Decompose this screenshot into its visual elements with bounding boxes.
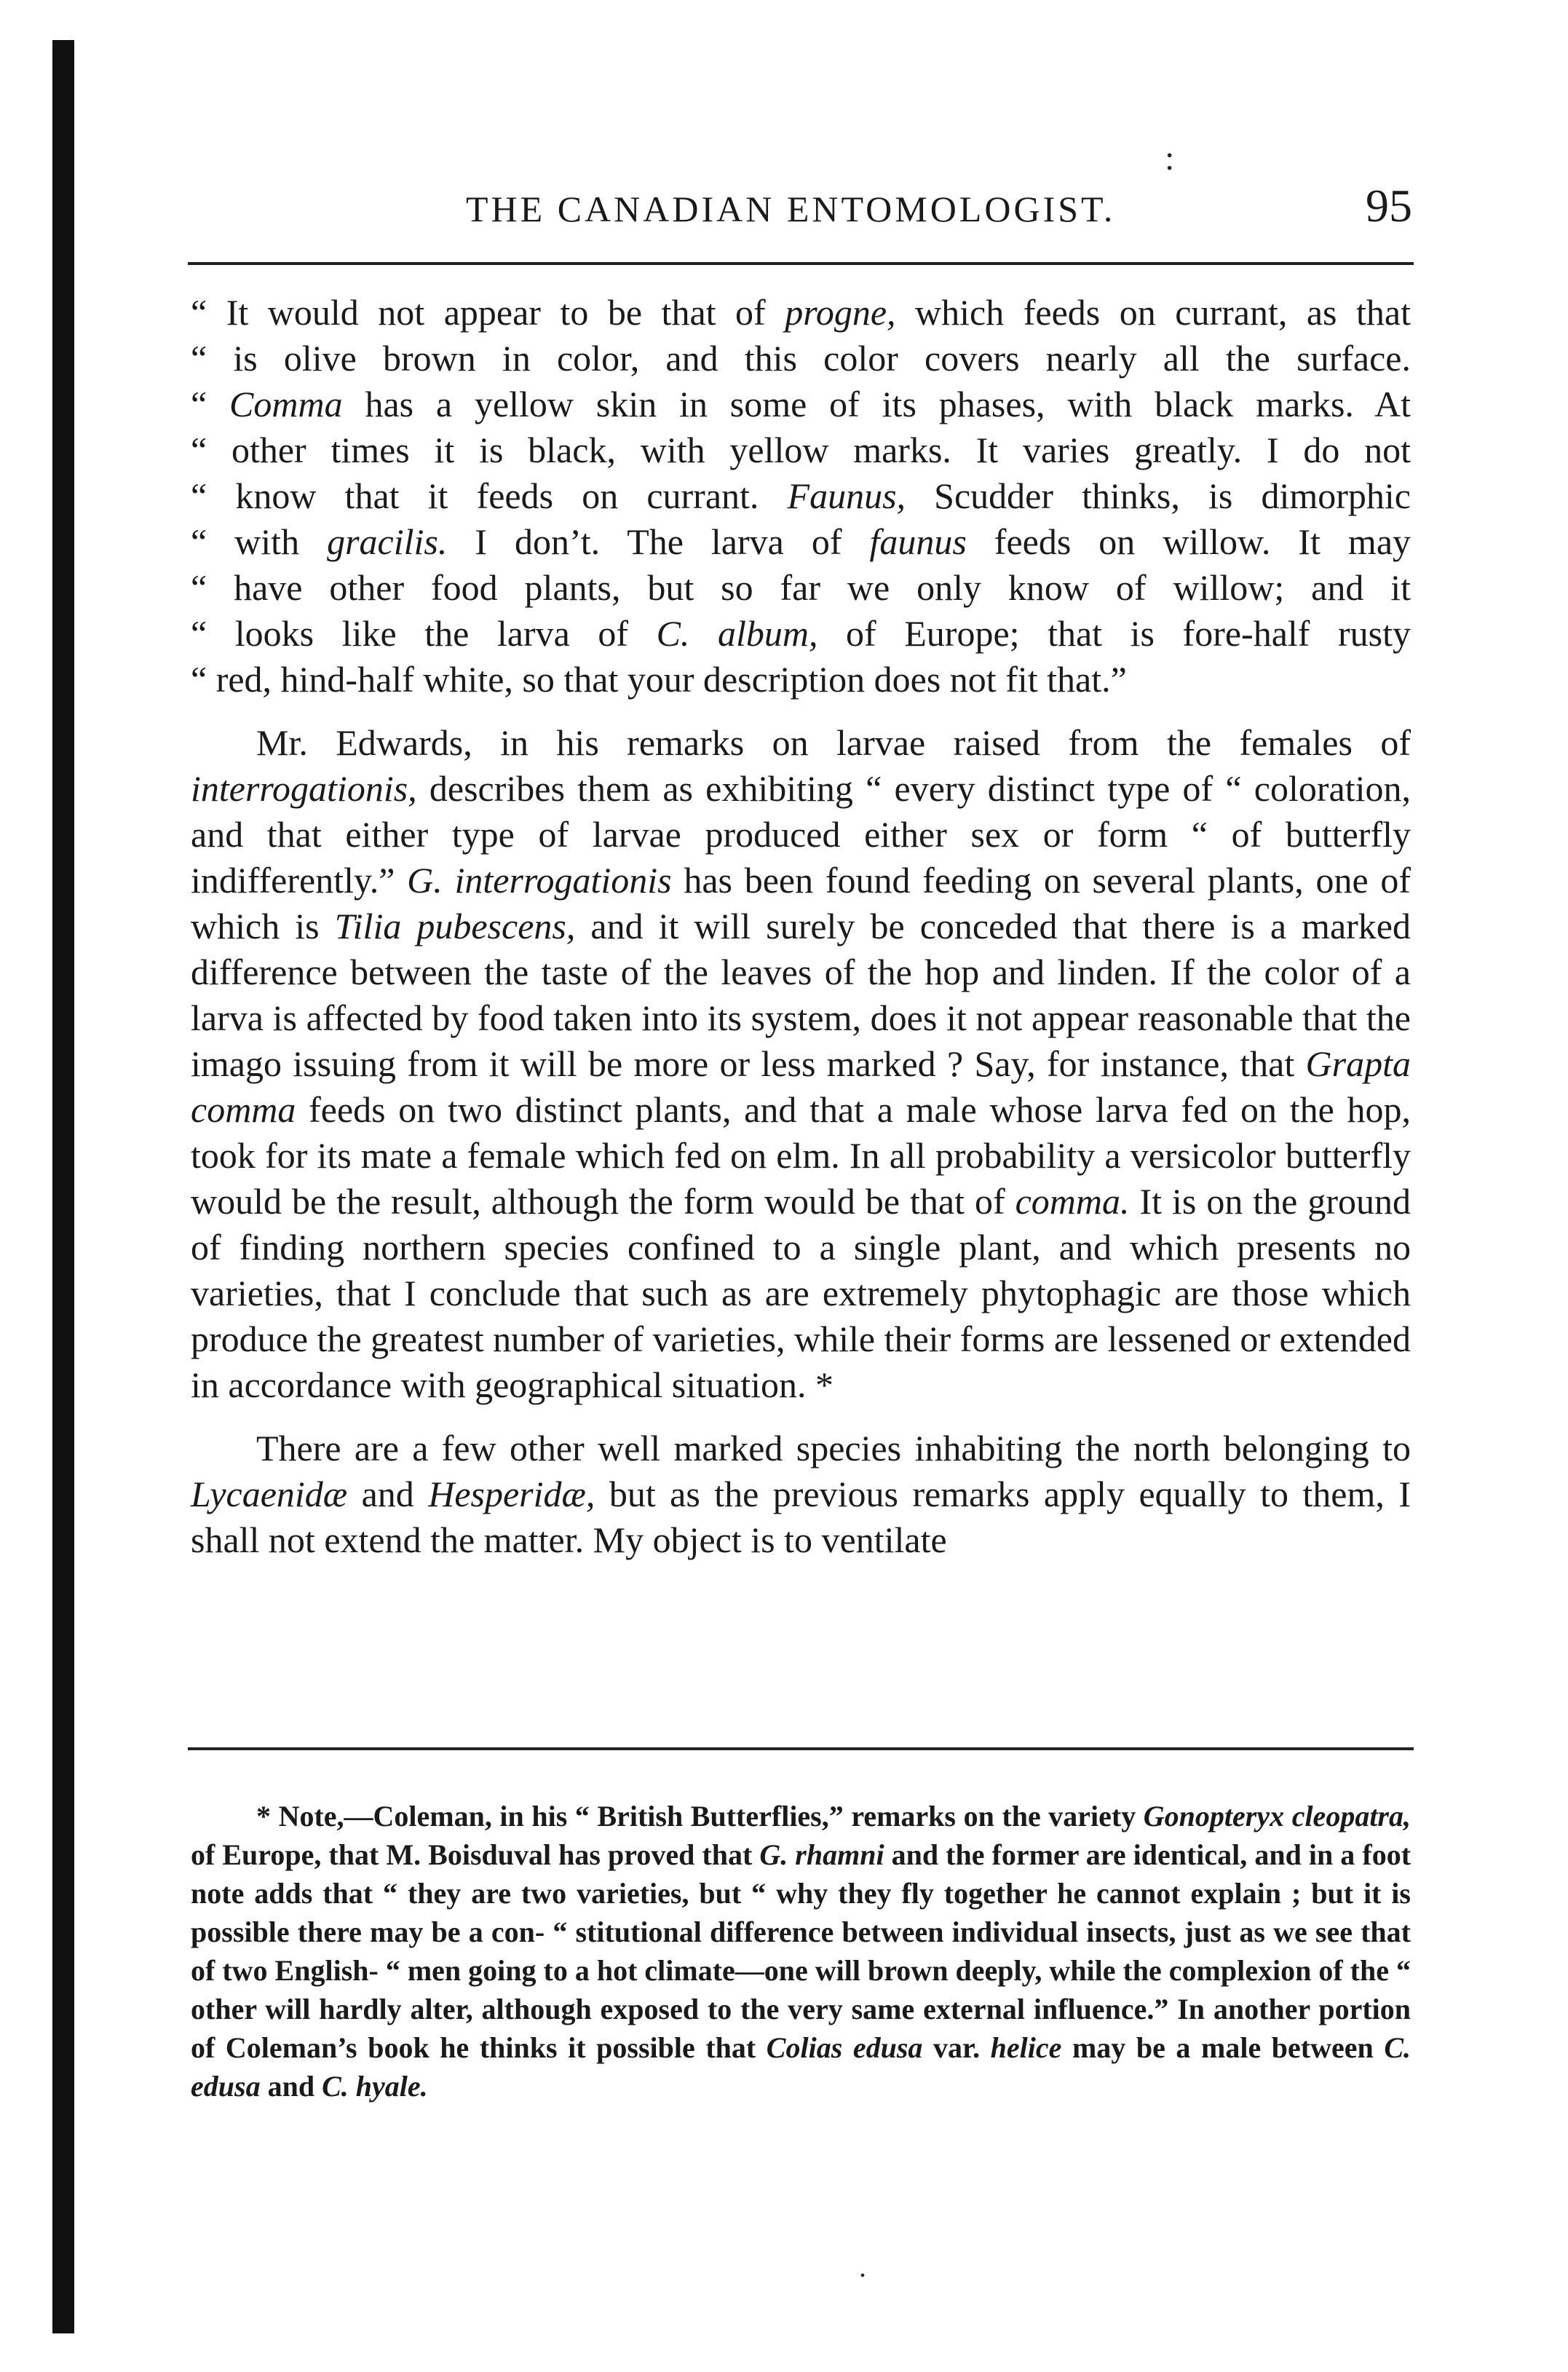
text-run: and it will surely be conceded that there is a marked difference between the taste of the leaves of the hop and linden. If the color of a larva is affected by food taken into its system, does it not appear reasonable that the imago issuing from it will be more or less marked ? Say, for instance, that xyxy=(191,906,1411,1084)
italic-term: C. album, xyxy=(656,613,818,654)
italic-term: helice xyxy=(990,2031,1062,2064)
italic-term: Tilia pubescens, xyxy=(334,906,576,946)
page-number: 95 xyxy=(1366,180,1412,232)
text-run: of Europe, that M. Boisduval has proved that xyxy=(191,1838,760,1871)
italic-term: Gonopteryx cleopatra, xyxy=(1143,1800,1411,1833)
quote-line xyxy=(191,519,1411,565)
quote-line xyxy=(191,427,1411,473)
paragraph xyxy=(191,720,1411,1408)
text-run: “ have other food plants, but so far we only know of willow; and it xyxy=(191,567,1411,608)
italic-term: Colias edusa xyxy=(766,2031,923,2064)
italic-term: G. interrogationis xyxy=(407,860,672,901)
header-rule xyxy=(188,262,1414,265)
text-run: “ other times it is black, with yellow marks. It varies greatly. I do not xyxy=(191,430,1411,470)
text-run: and xyxy=(260,2070,322,2103)
text-run: may be a male between xyxy=(1061,2031,1385,2064)
text-run: feeds on two distinct plants, and that a male whose larva fed on the hop, took for its mate a female which fed on elm. In all probability a versicolor butterfly would be the result, although the form would be that of xyxy=(191,1089,1411,1222)
italic-term: C. edusa xyxy=(191,2031,1411,2103)
speck-mark: . xyxy=(859,2250,866,2283)
text-run: “ xyxy=(191,384,230,424)
quote-line xyxy=(191,382,1411,427)
paragraph xyxy=(191,1426,1411,1563)
text-run: “ with xyxy=(191,521,328,562)
italic-term: Comma xyxy=(229,384,343,424)
italic-term: progne, xyxy=(785,292,896,333)
quote-line xyxy=(191,336,1411,382)
text-run: feeds on willow. It may xyxy=(966,521,1411,562)
text-run: * Note,—Coleman, in his “ British Butterflies,” remarks on the variety xyxy=(256,1800,1144,1833)
italic-term: G. rhamni xyxy=(759,1838,884,1871)
footnote-rule xyxy=(188,1747,1414,1750)
running-header xyxy=(189,180,1412,246)
italic-term: gracilis. xyxy=(327,521,448,562)
italic-term: Hesperidæ, xyxy=(428,1474,595,1514)
quote-line xyxy=(191,611,1411,657)
text-run: describes them as exhibiting “ every distinct type of “ coloration, and that either type of larvae produced either sex or form “ of butterfly indifferently.” xyxy=(191,768,1411,901)
text-run: Mr. Edwards, in his remarks on larvae raised from the females of xyxy=(256,722,1411,763)
text-run: “ It would not appear to be that of xyxy=(191,292,785,333)
italic-term: Lycaenidæ xyxy=(191,1474,348,1514)
italic-term: interrogationis, xyxy=(191,768,417,809)
quote-line xyxy=(191,565,1411,611)
italic-term: faunus xyxy=(869,521,967,562)
text-run: Scudder thinks, is dimorphic xyxy=(906,475,1411,516)
speck-mark: : xyxy=(1165,139,1175,178)
text-run: There are a few other well marked species inhabiting the north belonging to xyxy=(256,1428,1411,1468)
italic-term: C. hyale. xyxy=(322,2070,428,2103)
quote-line xyxy=(191,473,1411,519)
quote-line xyxy=(191,290,1411,336)
text-run: “ red, hind-half white, so that your description does not fit that.” xyxy=(191,659,1127,700)
text-run: which feeds on currant, as that xyxy=(895,292,1411,333)
text-run: “ is olive brown in color, and this color covers nearly all the surface. xyxy=(191,338,1411,379)
text-run: and the former are identical, and in a foot note adds that “ they are two varieties, but “ why they fly together he cannot explain ; but it is possible there may be a con- “ stitutional difference between individual insects, just as we see that of two English- “ men going to a hot climate—one will brown deeply, while the complexion of the “ other will hardly alter, although exposed to the very same external influence.” In another portion of Coleman’s book he thinks it possible that xyxy=(191,1838,1411,2064)
text-run: has a yellow skin in some of its phases, with black marks. At xyxy=(342,384,1411,424)
text-run: var. xyxy=(922,2031,991,2064)
quoted-letter xyxy=(191,290,1411,703)
text-run: and xyxy=(347,1474,429,1514)
text-run: “ know that it feeds on currant. xyxy=(191,475,788,516)
binding-edge xyxy=(52,40,74,2333)
text-run: I don’t. The larva of xyxy=(447,521,870,562)
text-run: of Europe; that is fore-half rusty xyxy=(817,613,1411,654)
text-run: “ looks like the larva of xyxy=(191,613,657,654)
quote-line xyxy=(191,657,1411,703)
article-body xyxy=(191,290,1411,1563)
text-run: It is on the ground of finding northern species confined to a single plant, and which presents no varieties, that I conclude that such as are extremely phytophagic are those which produce the greatest number of varieties, while their forms are lessened or extended in accordance with geographical situation. * xyxy=(191,1181,1411,1405)
journal-title: THE CANADIAN ENTOMOLOGIST. xyxy=(466,189,1116,229)
text-run: but as the previous remarks apply equally to them, I shall not extend the matter. My object is to ventilate xyxy=(191,1474,1411,1560)
italic-term: Faunus, xyxy=(787,475,906,516)
italic-term: Grapta comma xyxy=(191,1043,1411,1130)
text-run: has been found feeding on several plants, one of which is xyxy=(191,860,1411,946)
italic-term: comma. xyxy=(1015,1181,1130,1222)
footnote xyxy=(191,1797,1411,2106)
